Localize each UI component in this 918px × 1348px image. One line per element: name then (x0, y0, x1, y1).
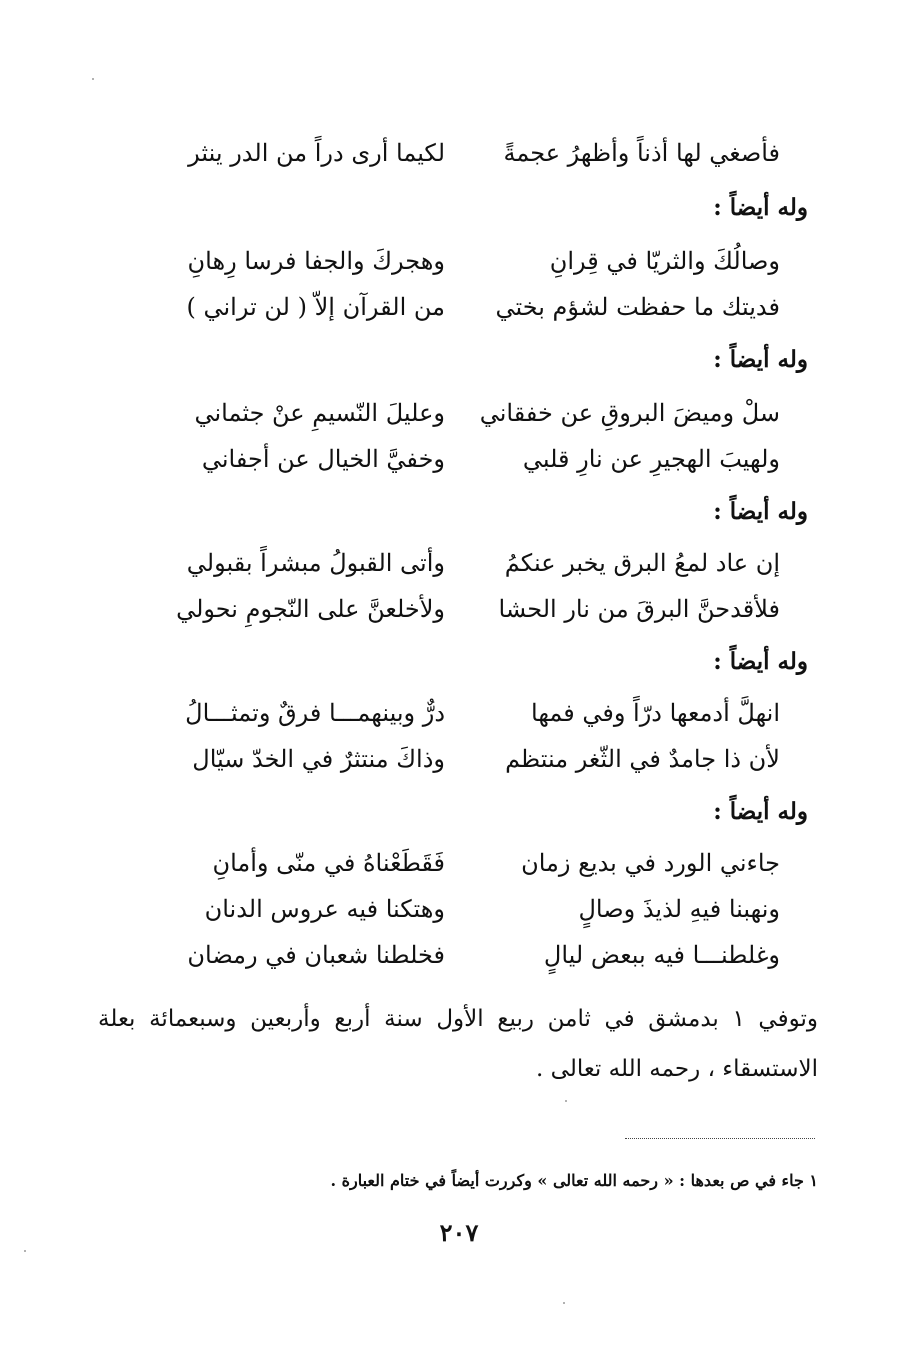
verse-first-hemistich: ونهبنا فيهِ لذيذَ وصالٍ (578, 895, 780, 923)
verse-second-hemistich: ولأخلعنَّ على النّجومِ نحولي (176, 595, 445, 623)
scan-speck (24, 1250, 26, 1252)
prose-paragraph (98, 994, 818, 1094)
poem-heading: وله أيضاً : (713, 498, 808, 525)
verse-first-hemistich: وصالُكَ والثريّا في قِرانِ (549, 247, 780, 275)
verse-line (160, 840, 780, 886)
verse-first-hemistich: فديتك ما حفظت لشؤم بختي (495, 293, 780, 321)
verse-second-hemistich: وعليلَ النّسيمِ عنْ جثماني (194, 399, 445, 427)
verse-first-hemistich: فأصغي لها أذناً وأظهرُ عجمةً (503, 139, 780, 167)
verse-line (160, 284, 780, 330)
verse-line (160, 886, 780, 932)
verse-second-hemistich: وهجركَ والجفا فرسا رِهانِ (187, 247, 445, 275)
verse-second-hemistich: وأتى القبولُ مبشراً بقبولي (186, 549, 445, 577)
prose-text: وتوفي ١ بدمشق في ثامن ربيع الأول سنة أربع وأربعين وسبعمائة بعلة الاستسقاء ، رحمه الله تعالى . (98, 1006, 818, 1082)
verse-first-hemistich: فلأقدحنَّ البرقَ من نار الحشا (498, 595, 780, 623)
verse-first-hemistich: وغلطنـــا فيه ببعض ليالٍ (543, 941, 780, 969)
verse-second-hemistich: من القرآن إلاّ ( لن تراني ) (186, 293, 445, 321)
footnote-separator (625, 1138, 815, 1139)
verse-line (160, 130, 780, 176)
verse-line (160, 540, 780, 586)
verse-line (160, 690, 780, 736)
verse-second-hemistich: فخلطنا شعبان في رمضان (187, 941, 445, 969)
verse-second-hemistich: وهتكنا فيه عروس الدنان (204, 895, 445, 923)
verse-line (160, 586, 780, 632)
verse-first-hemistich: ولهيبَ الهجيرِ عن نارِ قلبي (522, 445, 780, 473)
footnote: ١ جاء في ص بعدها : « رحمه الله تعالى » وكررت أيضاً في ختام العبارة . (330, 1171, 818, 1190)
verse-second-hemistich: درٌّ وبينهمـــا فرقٌ وتمثـــالُ (185, 699, 445, 727)
verse-second-hemistich: وخفيَّ الخيال عن أجفاني (201, 445, 445, 473)
verse-line (160, 932, 780, 978)
poem-heading: وله أيضاً : (713, 346, 808, 373)
scan-speck (565, 1100, 567, 1102)
poem-heading: وله أيضاً : (713, 194, 808, 221)
verse-first-hemistich: لأن ذا جامدٌ في الثّغر منتظم (505, 745, 780, 773)
verse-line (160, 436, 780, 482)
verse-second-hemistich: لكيما أرى دراً من الدر ينثر (188, 139, 445, 167)
verse-first-hemistich: إن عاد لمعُ البرق يخبر عنكمُ (504, 549, 780, 577)
verse-line (160, 238, 780, 284)
poem-heading: وله أيضاً : (713, 798, 808, 825)
page-number: ٢٠٧ (439, 1218, 479, 1247)
verse-line (160, 736, 780, 782)
verse-first-hemistich: سلْ وميضَ البروقِ عن خفقاني (479, 399, 780, 427)
verse-second-hemistich: وذاكَ منتثرٌ في الخدّ سيّال (192, 745, 445, 773)
verse-first-hemistich: انهلَّ أدمعها درّاً وفي فمها (531, 699, 780, 727)
scan-speck (92, 78, 94, 80)
poem-heading: وله أيضاً : (713, 648, 808, 675)
verse-first-hemistich: جاءني الورد في بديع زمان (521, 849, 780, 877)
verse-line (160, 390, 780, 436)
scan-speck (563, 1302, 565, 1304)
verse-second-hemistich: فَقَطَعْناهُ في منّى وأمانِ (212, 849, 445, 877)
